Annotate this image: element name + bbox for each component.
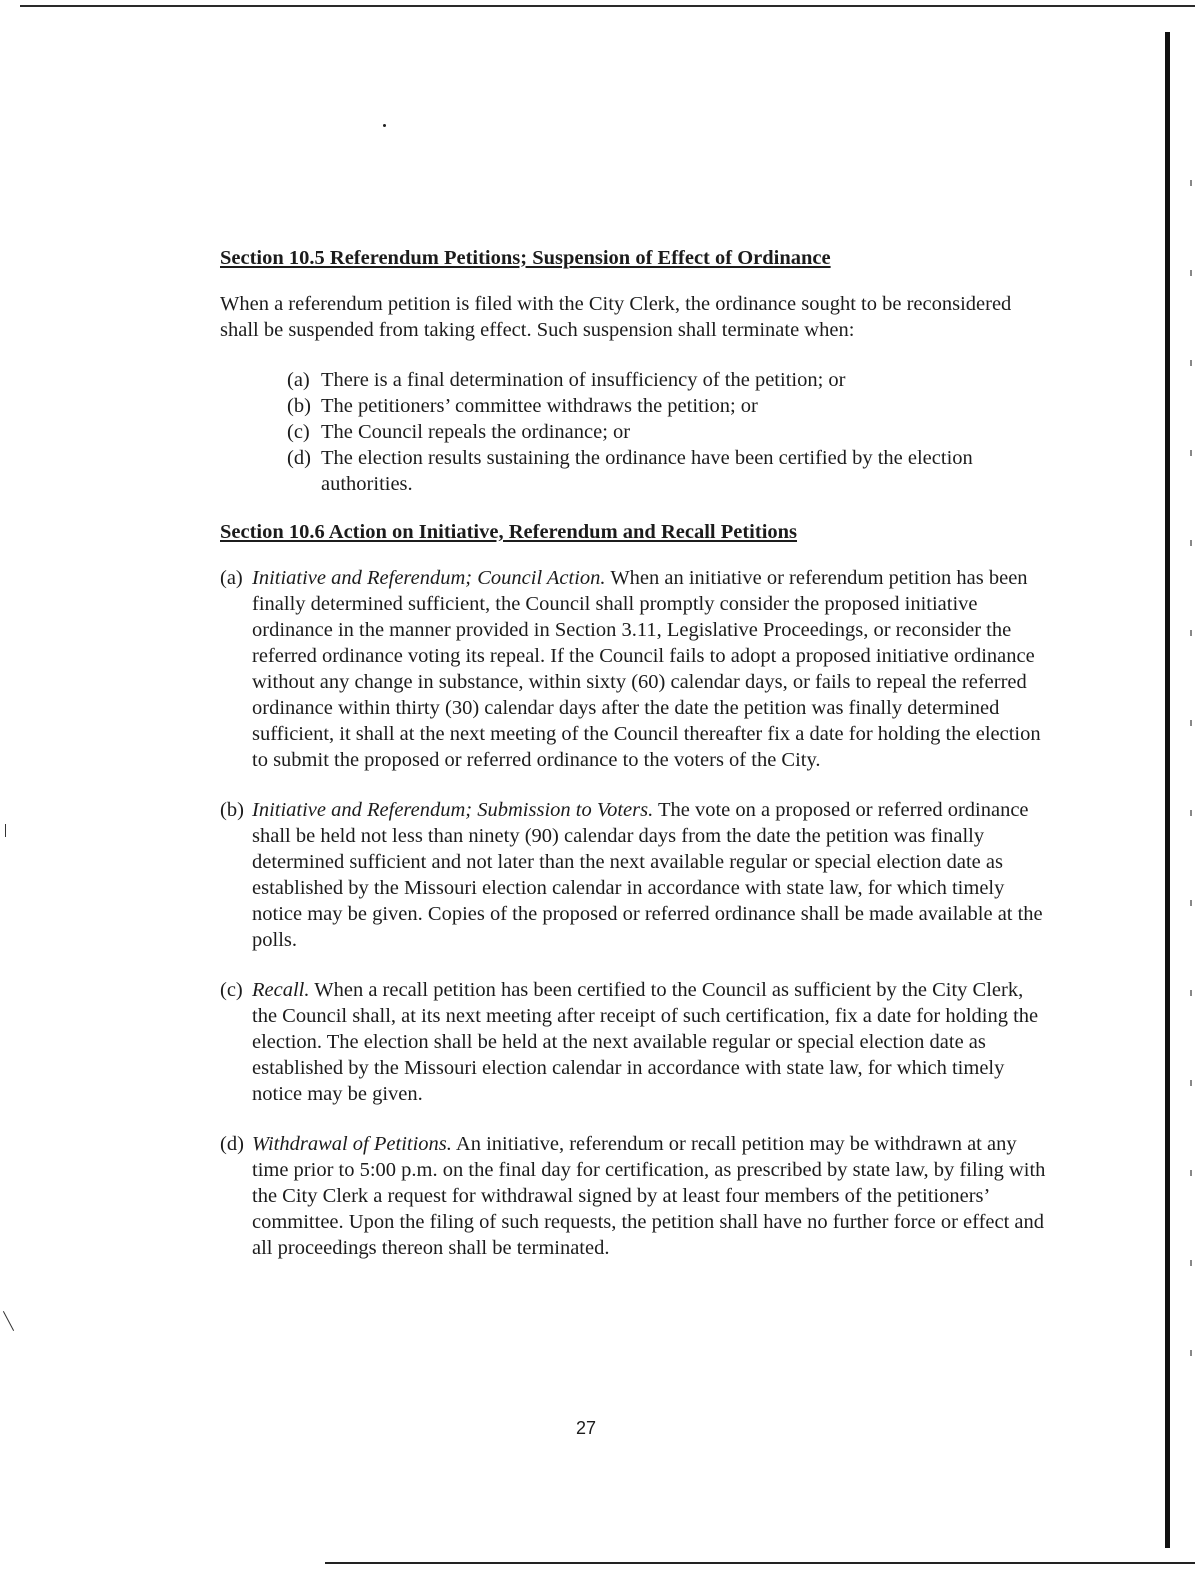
subsection-marker: (c) [220,979,243,1001]
scan-edge-right [1165,32,1170,1548]
page-number: 27 [575,1418,597,1438]
subsection-lead: Recall. [252,979,310,1001]
section-10-6-heading: Section 10.6 Action on Initiative, Referendum and Recall Petitions [220,521,798,543]
list-item-text: The election results sustaining the ordinance have been certified by the election authorities. [321,447,973,495]
subsection-lead: Initiative and Referendum; Submission to Voters. [252,799,654,821]
subsection-a [220,565,1050,773]
scan-speck [383,124,386,127]
subsection-b [220,797,1050,953]
scan-edge-bottom [325,1562,1195,1564]
list-item [287,367,1050,393]
list-item-text: There is a final determination of insufficiency of the petition; or [321,369,846,391]
margin-mark-stroke [3,1311,14,1331]
scan-specks [1190,180,1192,1380]
subsection-text: When a recall petition has been certified to the Council as sufficient by the City Clerk, the Council shall, at its next meeting after receipt of such certification, fix a date for holding the election. The election shall be held at the next available regular or special election date as established by the Missouri election calendar in accordance with state law, for which timely notice may be given. [252,979,1039,1105]
list-item [287,393,1050,419]
subsection-c [220,977,1050,1107]
margin-mark-tick [5,824,6,837]
list-item [287,445,1050,497]
list-marker: (d) [287,447,311,469]
section-10-5-heading: Section 10.5 Referendum Petitions; Suspension of Effect of Ordinance [220,247,831,269]
list-marker: (a) [287,369,310,391]
subsection-lead: Withdrawal of Petitions. [252,1133,452,1155]
list-item-text: The petitioners’ committee withdraws the petition; or [321,395,758,417]
list-marker: (c) [287,421,310,443]
subsection-marker: (b) [220,799,244,821]
subsection-text: An initiative, referendum or recall petition may be withdrawn at any time prior to 5:00 p.m. on the final day for certification, as prescribed by state law, by filing with the City Clerk a request for withdrawal signed by at least four members of the petitioners’ committee. Upon the filing of such requests, the petition shall have no further force or effect and all proceedings thereon shall be terminated. [252,1133,1046,1259]
list-item [287,419,1050,445]
subsection-lead: Initiative and Referendum; Council Action. [252,567,606,589]
scan-edge-top [20,5,1195,7]
subsection-text: The vote on a proposed or referred ordinance shall be held not less than ninety (90) calendar days from the date the petition was finally determined sufficient and not later than the next available regular or special election date as established by the Missouri election calendar in accordance with state law, for which timely notice may be given. Copies of the proposed or referred ordinance shall be made available at the polls. [252,799,1043,951]
section-10-5-list [220,367,1050,497]
section-10-5-intro: When a referendum petition is filed with the City Clerk, the ordinance sought to be reconsidered shall be suspended from taking effect. Such suspension shall terminate when: [220,293,1012,341]
subsection-text: When an initiative or referendum petition has been finally determined sufficient, the Council shall promptly consider the proposed initiative ordinance in the manner provided in Section 3.11, Legislative Proceedings, or reconsider the referred ordinance voting its repeal. If the Council fails to adopt a proposed initiative ordinance without any change in substance, within sixty (60) calendar days, or fails to repeal the referred ordinance within thirty (30) calendar days after the date the petition was finally determined sufficient, it shall at the next meeting of the Council thereafter fix a date for holding the election to submit the proposed or referred ordinance to the voters of the City. [252,567,1041,771]
list-marker: (b) [287,395,311,417]
subsection-marker: (d) [220,1133,244,1155]
subsection-marker: (a) [220,567,243,589]
subsection-d [220,1131,1050,1261]
list-item-text: The Council repeals the ordinance; or [321,421,631,443]
document-body [220,245,1050,1285]
